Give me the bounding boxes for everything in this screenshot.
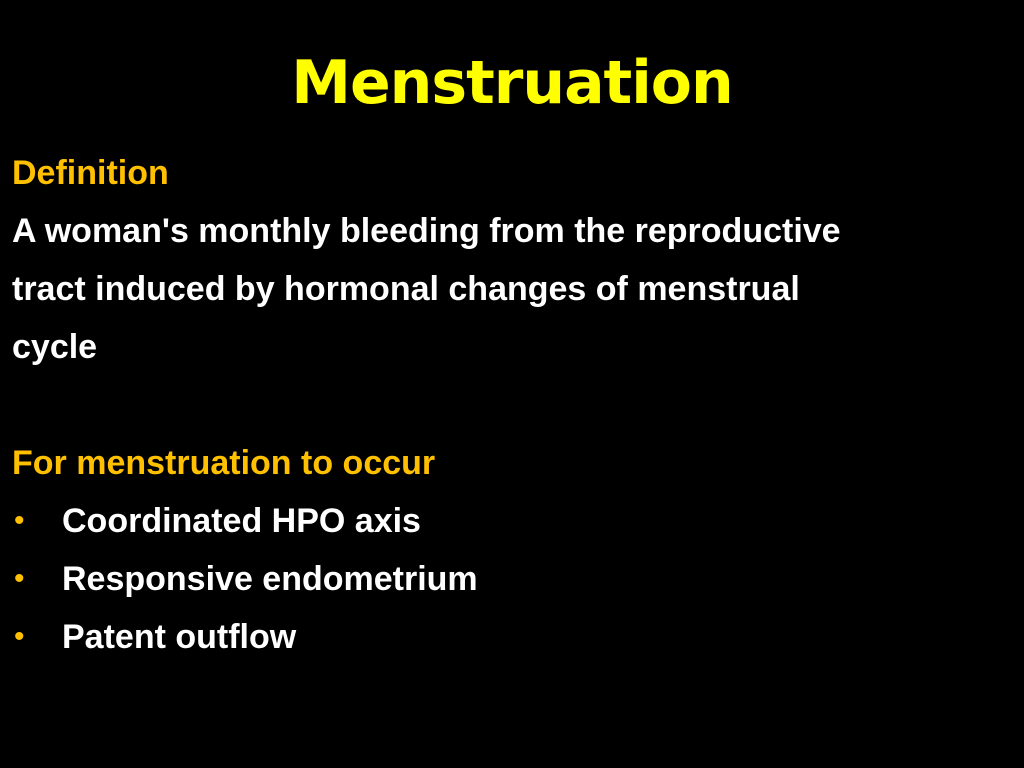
list-item-label: Responsive endometrium xyxy=(62,560,478,598)
list-item xyxy=(12,492,1012,550)
slide-body xyxy=(12,144,1012,666)
list-item-label: Coordinated HPO axis xyxy=(62,502,421,540)
list-item xyxy=(12,550,1012,608)
requirements-list xyxy=(12,492,1012,666)
definition-line: tract induced by hormonal changes of menstrual xyxy=(12,270,800,308)
bullet-icon: • xyxy=(14,562,25,595)
bullet-icon: • xyxy=(14,504,25,537)
slide-title: Menstruation xyxy=(291,48,733,118)
list-item xyxy=(12,608,1012,666)
list-item-label: Patent outflow xyxy=(62,618,297,656)
requirements-heading: For menstruation to occur xyxy=(12,444,436,482)
definition-line: cycle xyxy=(12,328,98,366)
bullet-icon: • xyxy=(14,620,25,653)
definition-heading: Definition xyxy=(12,154,169,192)
definition-line: A woman's monthly bleeding from the reproductive xyxy=(12,212,841,250)
spacer xyxy=(12,376,1012,434)
